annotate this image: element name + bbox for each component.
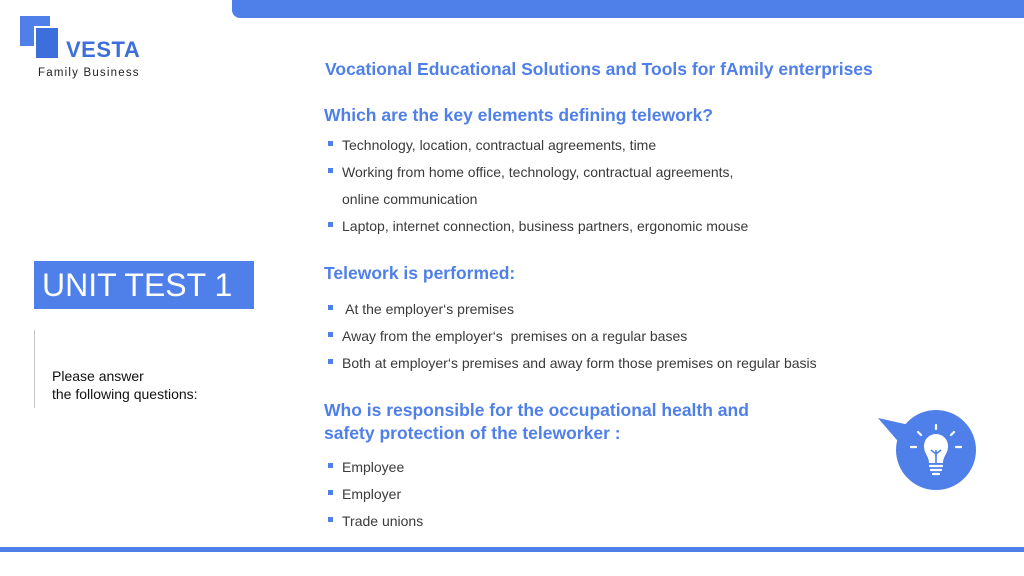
logo-subtitle: Family Business [38,67,140,79]
project-title: Vocational Educational Solutions and Tools for fAmily enterprises [325,59,873,79]
logo-mark-front [36,28,58,58]
question-3-option-1[interactable] [328,458,404,476]
option-text: Working from home office, technology, contractual agreements, [342,164,734,180]
instruction-line-1: Please answer [52,368,144,384]
option-text: Trade unions [342,513,424,529]
bullet-square [328,517,333,522]
question-1-option-2[interactable] [328,163,733,181]
option-text: Technology, location, contractual agreements, time [342,137,657,153]
question-2-option-2[interactable] [328,327,687,345]
question-1-heading: Which are the key elements defining telework? [324,105,713,125]
question-1-option-2-continuation: online communication [342,191,478,207]
bullet-square [328,305,333,310]
bullet-square [328,359,333,364]
top-accent-bar [232,0,1024,18]
question-2-option-1[interactable] [328,300,514,318]
question-1-option-1[interactable] [328,136,656,154]
bullet-square [328,490,333,495]
question-2-option-3[interactable] [328,354,817,372]
lightbulb-icon [878,408,978,492]
question-3-option-3[interactable] [328,512,423,530]
divider-line [34,330,35,408]
logo-name: VESTA [66,37,141,62]
question-3-heading-line-1: Who is responsible for the occupational health and [324,400,749,420]
option-text: Employee [342,459,405,475]
option-text: Employer [342,486,402,502]
idea-bubble [878,408,978,492]
question-3-heading [324,399,749,445]
unit-title: UNIT TEST 1 [34,261,254,309]
instruction-text [52,367,198,403]
option-text: At the employer‘s premises [342,301,514,317]
vesta-logo [20,16,150,86]
question-2-heading: Telework is performed: [324,263,516,283]
instruction-line-2: the following questions: [52,386,198,402]
question-3-option-2[interactable] [328,485,401,503]
bullet-square [328,332,333,337]
bullet-square [328,463,333,468]
question-1-option-3[interactable] [328,217,748,235]
bullet-square [328,222,333,227]
option-text: Away from the employer‘s premises on a regular bases [342,328,688,344]
bottom-accent-bar [0,547,1024,552]
question-3-heading-line-2: safety protection of the teleworker : [324,423,621,443]
bullet-square [328,168,333,173]
option-text: Both at employer‘s premises and away form those premises on regular basis [342,355,817,371]
bullet-square [328,141,333,146]
option-text: Laptop, internet connection, business partners, ergonomic mouse [342,218,749,234]
